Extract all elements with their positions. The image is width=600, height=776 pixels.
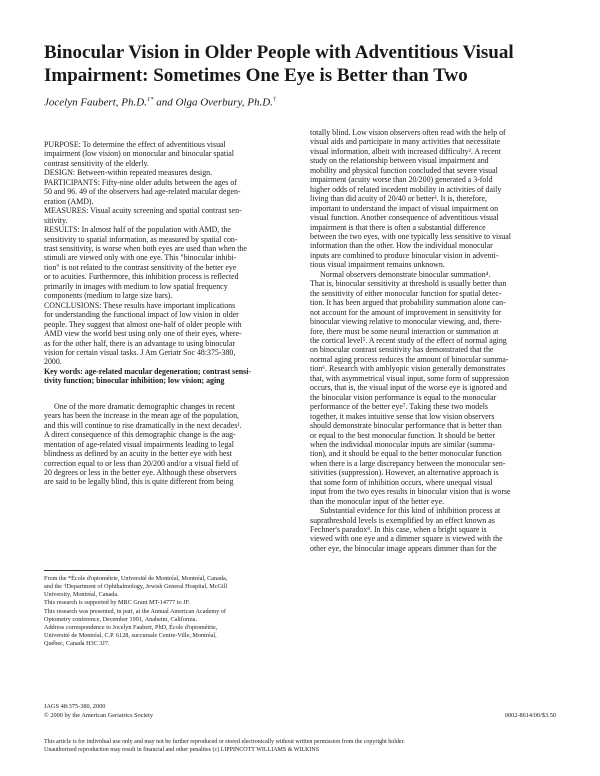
abstract-line: impairment (low vision) on monocular and binocular spatial — [44, 149, 234, 159]
body-line: than the monocular input of the better eye. — [310, 496, 445, 506]
body-line: suprathreshold levels is exemplified by an effect known as — [310, 515, 495, 525]
body-line: binocular viewing relative to monocular viewing, and, there- — [310, 317, 502, 327]
abstract-line: 2000. — [44, 357, 62, 367]
body-line: mentation of age-related visual impairments leading to legal — [44, 439, 234, 449]
body-line: are said to be legally blind, this is quite different from being — [44, 477, 234, 487]
footnote-line: Optometry conference, December 1991, Anaheim, California. — [44, 615, 198, 623]
abstract-line: 50 and 96. 49 of the observers had age-related macular degen- — [44, 187, 241, 197]
abstract-line: sensitivity to spatial information, as measured by spatial con- — [44, 234, 238, 244]
title-line: Binocular Vision in Older People with Adventitious Visual — [44, 42, 514, 63]
abstract — [44, 140, 298, 386]
body-line: that some form of inhibition occurs, where unequal visual — [310, 477, 493, 487]
disclaimer-line: Unauthorized reproduction may result in financial and other penalties (c) LIPPINCOTT WILLIAMS & WILKINS — [44, 747, 320, 753]
keywords-line: tivity function; binocular inhibition; low vision; aging — [44, 376, 225, 386]
body-line: information than the other. How the individual monocular — [310, 241, 493, 251]
body-line: occurs, that is, the visual input of the worse eye is ignored and — [310, 383, 507, 393]
body-line: between the two eyes, with one typically less sensitive to visual — [310, 231, 511, 241]
footnote-line: From the *École d'optométrie, Université de Montréal, Montréal, Canada, — [44, 575, 228, 582]
body-line: 20 degrees or less in the better eye. Although these observers — [44, 467, 237, 477]
body-line: tion. It has been argued that probability summation alone can- — [310, 298, 506, 308]
footnote-line: This research is supported by MRC Grant MT-14777 to JF. — [44, 599, 191, 607]
body-line: impairment is that there is often a substantial difference — [310, 222, 486, 232]
body-line: living than did acuity of 20/40 or better³. It is, therefore, — [310, 194, 488, 204]
body-line: should demonstrate binocular performance that is better than — [310, 421, 502, 431]
body-line: or equal to the best monocular function. It should be better — [310, 430, 496, 440]
body-line: viewed with one eye and a dimmer square is viewed with the — [310, 534, 503, 544]
abstract-line: or to acuities. Furthermore, this inhibition process is reflected — [44, 272, 239, 282]
body-line: and this will continue to rise dramatically in the next decades¹. — [44, 420, 242, 430]
body-line: A direct consequence of this demographic change is the aug- — [44, 430, 236, 440]
abstract-line: contrast sensitivity of the elderly. — [44, 158, 149, 168]
disclaimer-line: This article is for individual use only and may not be further reproduced or stored electronically without written permission from the copyright holder. — [44, 739, 405, 745]
body-line: visual aids and participate in many activities that necessitate — [310, 137, 501, 147]
left-column — [44, 140, 298, 487]
body-line: the binocular vision performance is equal to the monocular — [310, 392, 497, 402]
abstract-line: tion" is not related to the contrast sensitivity of the better eye — [44, 262, 237, 272]
body-line: Normal observers demonstrate binocular summation⁴. — [320, 269, 491, 279]
author-affiliation-mark: 1* — [146, 96, 154, 103]
abstract-line: vision for certain visual tasks. J Am Geriatr Soc 48:375-380, — [44, 347, 236, 357]
article-code: 0002-8614/00/$3.50 — [504, 712, 556, 719]
author-name: Olga Overbury, Ph.D. — [175, 96, 273, 109]
body-line: That is, binocular sensitivity at threshold is usually better than — [310, 279, 507, 289]
journal-citation: JAGS 48:375-380, 2000 — [44, 703, 106, 710]
abstract-line: components (medium to large size bars). — [44, 291, 173, 301]
body-line: fore, there must be some neural interaction or summation at — [310, 326, 499, 336]
body-line: impairment (acuity worse than 20/200) generated a 3-fold — [310, 175, 493, 185]
author-line — [44, 96, 276, 109]
abstract-line: RESULTS: In almost half of the population with AMD, the — [44, 225, 231, 235]
footnotes — [44, 575, 304, 648]
abstract-line: sitivity. — [44, 215, 68, 225]
body-line: correction equal to or less than 20/200 and/or a visual field of — [44, 458, 239, 468]
abstract-line: PARTICIPANTS: Fifty-nine older adults between the ages of — [44, 177, 237, 187]
body-line: visual function. Another consequence of adventitious visual — [310, 213, 499, 223]
footnote-line: and the †Department of Ophthalmology, Jewish General Hospital, McGill — [44, 583, 228, 591]
paper-title — [44, 41, 564, 87]
keywords-line: Key words: age-related macular degeneration; contrast sensi- — [44, 366, 252, 376]
abstract-line: primarily in images with medium to low spatial frequency — [44, 281, 228, 291]
body-line: other eye, the binocular image appears dimmer than for the — [310, 543, 497, 553]
abstract-line: DESIGN: Between-within repeated measures design. — [44, 168, 213, 178]
body-line: higher odds of related incedent mobility in activities of daily — [310, 184, 502, 194]
right-column — [310, 128, 562, 553]
footnote-line: Address correspondence to Jocelyn Faubert, PhD, École d'optométrie, — [44, 623, 218, 631]
body-line: normal aging process reduces the amount of binocular summa- — [310, 354, 509, 364]
footnote-line: Université de Montréal, C.P. 6128, succursale Centre-Ville, Montréal, — [44, 632, 217, 640]
copyright-line: © 2000 by the American Geriatrics Society — [44, 712, 154, 719]
body-line: visual information, albeit with increased difficulty². A recent — [310, 146, 501, 156]
body-line: tious visual impairment remains unknown. — [310, 260, 445, 270]
footnote-line: Québec, Canada H3C 3J7. — [44, 640, 110, 648]
title-line: Impairment: Sometimes One Eye is Better than Two — [44, 65, 468, 86]
footnote-divider — [44, 570, 120, 571]
body-line: blindness as defined by an acuity in the better eye with best — [44, 449, 232, 459]
introduction-text — [44, 402, 298, 487]
abstract-line: as for the other half, there is an advantage to using binocular — [44, 338, 236, 348]
body-line: when there is a large discrepancy between the monocular sen- — [310, 458, 506, 468]
author-affiliation-mark: † — [272, 96, 277, 103]
body-line: study on the relationship between visual impairment and — [310, 156, 489, 166]
body-line: inputs are combined to produce binocular vision in adventi- — [310, 250, 499, 260]
footnote-line: This research was presented, in part, at the Annual American Academy of — [44, 607, 226, 615]
author-conjunction: and — [153, 96, 176, 109]
abstract-line: stimuli are viewed only with one eye. This "binocular inhibi- — [44, 253, 237, 263]
body-line: when the individual monocular inputs are similar (summa- — [310, 439, 496, 449]
abstract-line: for understanding the functional impact of low vision in older — [44, 310, 239, 320]
body-line: the sensitivity of either monocular function for spatial detec- — [310, 288, 502, 298]
abstract-line: people. They suggest that almost one-half of older people with — [44, 319, 242, 329]
body-line: that, with asymmetrical visual input, some form of suppression — [310, 373, 509, 383]
body-line: One of the more dramatic demographic changes in recent — [54, 401, 235, 411]
abstract-line: CONCLUSIONS: These results have important implications — [44, 300, 236, 310]
abstract-line: eration (AMD). — [44, 196, 94, 206]
body-line: Fechner's paradox⁸. In this case, when a bright square is — [310, 525, 487, 535]
body-line: important to understand the impact of visual impairment on — [310, 203, 499, 213]
abstract-line: PURPOSE: To determine the effect of adventitious visual — [44, 140, 226, 149]
footnote-line: University, Montréal, Canada. — [44, 591, 119, 599]
body-line: mobility and physical function concluded that severe visual — [310, 165, 498, 175]
body-line: tion⁶. Research with amblyopic vision generally demonstrates — [310, 364, 506, 374]
body-line: tion), and it should be equal to the better monocular function — [310, 449, 502, 459]
body-line: Substantial evidence for this kind of inhibition process at — [320, 506, 501, 516]
body-line: not account for the amount of improvement in sensitivity for — [310, 307, 502, 317]
abstract-line: trast sensitivity, is worse when both eyes are used than when the — [44, 243, 247, 253]
body-line: years has been the increase in the mean age of the population, — [44, 411, 239, 421]
body-line: performance of the better eye⁷. Taking these two models — [310, 402, 488, 412]
body-line: input from the two eyes results in binocular vision that is worse — [310, 487, 511, 497]
abstract-line: AMD view the world best using only one of their eyes, where- — [44, 329, 242, 339]
abstract-line: MEASURES: Visual acuity screening and spatial contrast sen- — [44, 206, 242, 216]
body-line: totally blind. Low vision observers often read with the help of — [310, 128, 506, 137]
body-line: sitivities (suppression). However, an alternative approach is — [310, 468, 499, 478]
body-line: together, it makes intuitive sense that low vision observers — [310, 411, 495, 421]
body-line: the cortical level⁵. A recent study of the effect of normal aging — [310, 335, 507, 345]
body-line: on binocular contrast sensitivity has demonstrated that the — [310, 345, 494, 355]
author-name: Jocelyn Faubert, Ph.D. — [44, 96, 147, 109]
